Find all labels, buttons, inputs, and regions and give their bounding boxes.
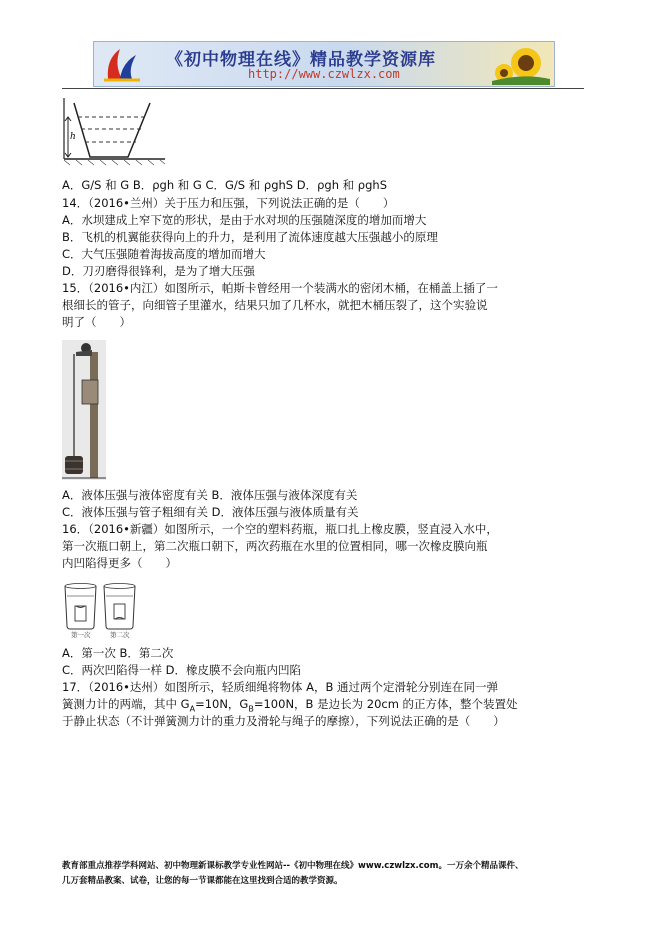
sunflower-icon <box>492 43 550 85</box>
q15-options-cd: C．液体压强与管子粗细有关 D．液体压强与液体质量有关 <box>62 505 359 519</box>
footer-line1: 教育部重点推荐学科网站、初中物理新课标教学专业性网站--《初中物理在线》www.czwlzx.com。一万余个精品课件、 <box>62 861 524 871</box>
q14-option-a: A．水坝建成上窄下宽的形状，是由于水对坝的压强随深度的增加而增大 <box>62 213 427 227</box>
depth-label: h <box>70 132 76 142</box>
q16-options-cd: C．两次凹陷得一样 D．橡皮膜不会向瓶内凹陷 <box>62 663 302 677</box>
first-trial-label: 第一次 <box>71 631 91 638</box>
q15-stem-line2: 根细长的管子，向细管子里灌水，结果只加了几杯水，就把木桶压裂了，这个实验说 <box>62 298 488 312</box>
site-url: http://www.czwlzx.com <box>248 67 400 81</box>
q17-stem-line1: 17．（2016•达州）如图所示，轻质细绳将物体 A，B 通过两个定滑轮分别连在同一弹 <box>62 680 498 694</box>
q14-option-c: C．大气压强随着海拔高度的增加而增大 <box>62 247 266 261</box>
q17-stem-line2: 簧测力计的两端，其中 $G_A=10N$，$G_B=100N$，B 是边长为 20cm 的正方体，整个装置处 <box>62 697 518 714</box>
site-logo-icon <box>102 45 142 83</box>
q17-stem-line3: 于静止状态（不计弹簧测力计的重力及滑轮与绳子的摩擦），下列说法正确的是（ ） <box>62 714 505 728</box>
q15-options-ab: A．液体压强与液体密度有关 B．液体压强与液体深度有关 <box>62 488 358 502</box>
q15-stem-line3: 明了（ ） <box>62 315 131 329</box>
pascal-barrel-figure <box>62 340 106 480</box>
site-title: 《初中物理在线》精品教学资源库 <box>166 50 436 70</box>
q15-stem-line1: 15．（2016•内江）如图所示，帕斯卡曾经用一个装满水的密闭木桶，在桶盖上插了一 <box>62 281 498 295</box>
q14-stem: 14．（2016•兰州）关于压力和压强，下列说法正确的是（ ） <box>62 196 395 210</box>
page-footer <box>62 859 523 889</box>
q16-stem-line2: 第一次瓶口朝上，第二次瓶口朝下，两次药瓶在水里的位置相同，哪一次橡皮膜向瓶 <box>62 539 488 553</box>
q13-options: A．G/S 和 G B．ρgh 和 G C．G/S 和 ρghS D．ρgh 和 ρghS <box>62 178 387 192</box>
bottle-beakers-figure <box>62 582 138 638</box>
footer-line2: 几万套精品教案、试卷，让您的每一节课都能在这里找到合适的教学资源。 <box>62 876 343 886</box>
q14-option-b: B．飞机的机翼能获得向上的升力，是利用了流体速度越大压强越小的原理 <box>62 230 438 244</box>
header-banner <box>93 41 555 87</box>
q16-stem-line3: 内凹陷得更多（ ） <box>62 556 177 570</box>
container-depth-figure <box>62 95 167 167</box>
q14-option-d: D．刀刃磨得很锋利，是为了增大压强 <box>62 264 255 278</box>
second-trial-label: 第二次 <box>110 631 130 638</box>
header-divider <box>62 88 584 89</box>
q16-options-ab: A．第一次 B．第二次 <box>62 646 174 660</box>
q16-stem-line1: 16．（2016•新疆）如图所示，一个空的塑料药瓶，瓶口扎上橡皮膜，竖直浸入水中， <box>62 522 498 536</box>
